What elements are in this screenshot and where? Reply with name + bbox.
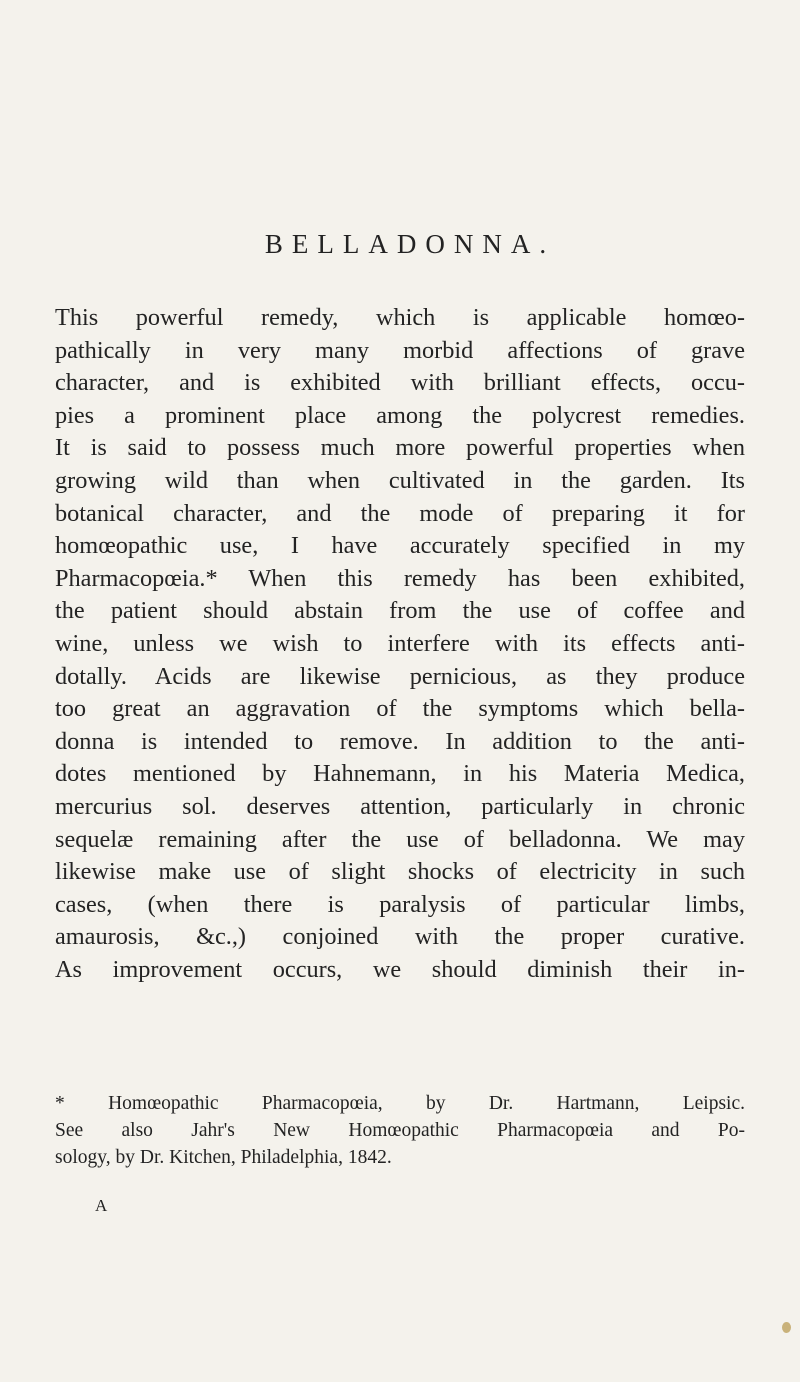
signature-mark: A [95, 1196, 108, 1215]
body-line: sequelæ remaining after the use of belladonna. We may [55, 825, 745, 853]
body-line: As improvement occurs, we should diminish their in- [55, 955, 745, 983]
chapter-heading: BELLADONNA. [264, 229, 556, 259]
footnote-line: sology, by Dr. Kitchen, Philadelphia, 1842. [55, 1147, 392, 1168]
body-line: botanical character, and the mode of preparing it for [55, 499, 745, 527]
body-line: growing wild than when cultivated in the garden. Its [55, 466, 745, 494]
body-line: cases, (when there is paralysis of particular limbs, [55, 890, 745, 918]
paper-speck [782, 1322, 791, 1333]
body-line: wine, unless we wish to interfere with its effects anti- [55, 629, 745, 657]
body-line: It is said to possess much more powerful properties when [55, 434, 745, 462]
body-line: likewise make use of slight shocks of electricity in such [55, 858, 745, 886]
body-line: pies a prominent place among the polycrest remedies. [55, 401, 745, 429]
body-line: donna is intended to remove. In addition to the anti- [55, 727, 745, 755]
body-line: character, and is exhibited with brilliant effects, occu- [55, 369, 745, 397]
body-line: homœopathic use, I have accurately specified in my [55, 532, 745, 560]
body-line: Pharmacopœia.* When this remedy has been exhibited, [55, 564, 745, 592]
body-line: too great an aggravation of the symptoms which bella- [55, 695, 745, 723]
body-text [55, 302, 745, 986]
footnote-line: * Homœopathic Pharmacopœia, by Dr. Hartmann, Leipsic. [55, 1093, 745, 1114]
footnote [55, 1090, 745, 1171]
body-line: mercurius sol. deserves attention, particularly in chronic [55, 792, 745, 820]
body-line: amaurosis, &c.,) conjoined with the proper curative. [55, 923, 745, 951]
body-line: dotes mentioned by Hahnemann, in his Materia Medica, [55, 760, 745, 788]
book-page [55, 0, 745, 1382]
body-line: pathically in very many morbid affections of grave [55, 336, 745, 364]
body-line: This powerful remedy, which is applicable homœo- [55, 304, 745, 331]
body-line: dotally. Acids are likewise pernicious, as they produce [55, 662, 745, 690]
body-line: the patient should abstain from the use of coffee and [55, 597, 745, 625]
footnote-line: See also Jahr's New Homœopathic Pharmacopœia and Po- [55, 1120, 745, 1141]
